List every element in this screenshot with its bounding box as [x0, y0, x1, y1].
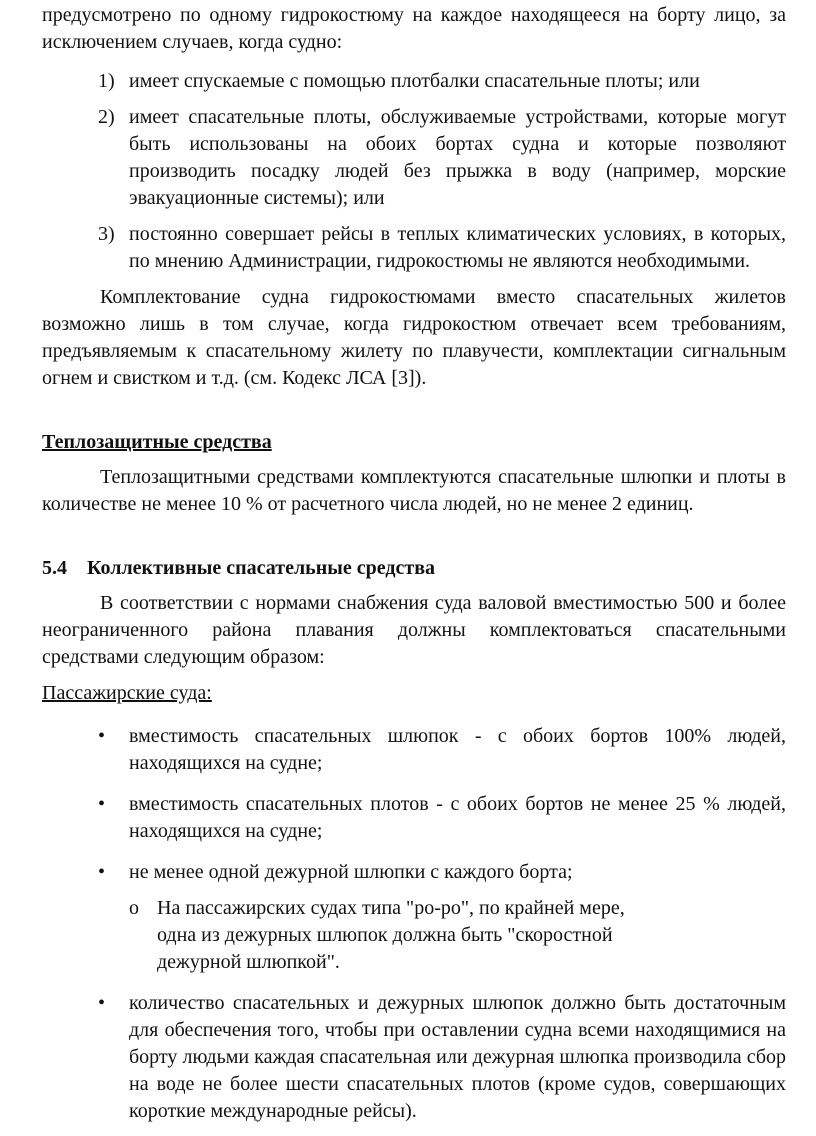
- list-item-text: вместимость спасательных шлюпок - с обоих бортов 100% людей, находящихся на судне;: [129, 725, 786, 774]
- list-item-text: имеет спускаемые с помощью плотбалки спасательные плоты; или: [129, 70, 700, 92]
- list-number: 2): [98, 106, 115, 128]
- section-heading: [42, 555, 786, 582]
- passenger-subheading: Пассажирские суда:: [42, 682, 212, 704]
- passenger-bullets: [42, 723, 786, 1125]
- bullet-marker: •: [98, 861, 106, 883]
- section-paragraph: В соответствии с нормами снабжения суда валовой вместимостью 500 и более неограниченного района плавания должны комплектоваться спасательными средствами следующим образом:: [42, 592, 786, 668]
- bullet-marker: •: [98, 793, 106, 815]
- sub-list-item-text: На пассажирских судах типа "ро-ро", по крайней мере, одна из дежурных шлюпок должна быть "скоростной дежурной шлюпкой".: [157, 897, 625, 973]
- list-item-text: вместимость спасательных плотов - с обоих бортов не менее 25 % людей, находящихся на судне;: [129, 793, 786, 842]
- intro-paragraph: предусмотрено по одному гидрокостюму на каждое находящееся на борту лицо, за исключением случаев, когда судно:: [42, 4, 786, 53]
- list-number: 3): [98, 223, 115, 245]
- suits-paragraph: Комплектование судна гидрокостюмами вместо спасательных жилетов возможно лишь в том случае, когда гидрокостюм отвечает всем требованиям, предъявляемым к спасательному жилету по плавучести, комплектации сигнальным огнем и свистком и т.д. (см. Кодекс ЛСА [3]).: [42, 286, 786, 389]
- conditions-list: [42, 68, 786, 275]
- section-number: 5.4: [42, 557, 67, 579]
- list-item: [42, 104, 786, 212]
- sub-bullet-list: [129, 895, 786, 976]
- list-item: [42, 859, 786, 976]
- list-number: 1): [98, 70, 115, 92]
- list-item-text: постоянно совершает рейсы в теплых климатических условиях, в которых, по мнению Администрации, гидрокостюмы не являются необходимыми.: [129, 223, 786, 272]
- list-item: [42, 990, 786, 1125]
- bullet-marker: •: [98, 725, 106, 747]
- list-item-text: имеет спасательные плоты, обслуживаемые устройствами, которые могут быть использованы на обоих бортах судна и которые позволяют производить посадку людей без прыжка в воду (например, морские эвакуационные системы); или: [129, 106, 786, 209]
- bullet-marker: •: [98, 992, 106, 1014]
- list-item-text: не менее одной дежурной шлюпки с каждого борта;: [129, 861, 573, 883]
- thermal-heading: Теплозащитные средства: [42, 431, 272, 453]
- list-item: [42, 723, 786, 777]
- sub-list-item: [129, 895, 786, 976]
- list-item: [42, 791, 786, 845]
- thermal-paragraph: Теплозащитными средствами комплектуются спасательные шлюпки и плоты в количестве не менее 10 % от расчетного числа людей, но не менее 2 единиц.: [42, 466, 786, 515]
- section-title: Коллективные спасательные средства: [87, 557, 435, 579]
- list-item: [42, 68, 786, 95]
- list-item: [42, 221, 786, 275]
- sub-bullet-marker: o: [129, 897, 139, 919]
- list-item-text: количество спасательных и дежурных шлюпок должно быть достаточным для обеспечения того, чтобы при оставлении судна всеми находящимися на борту людьми каждая спасательная или дежурная шлюпка производила сбор на воде не более шести спасательных плотов (кроме судов, совершающих короткие международные рейсы).: [129, 992, 786, 1122]
